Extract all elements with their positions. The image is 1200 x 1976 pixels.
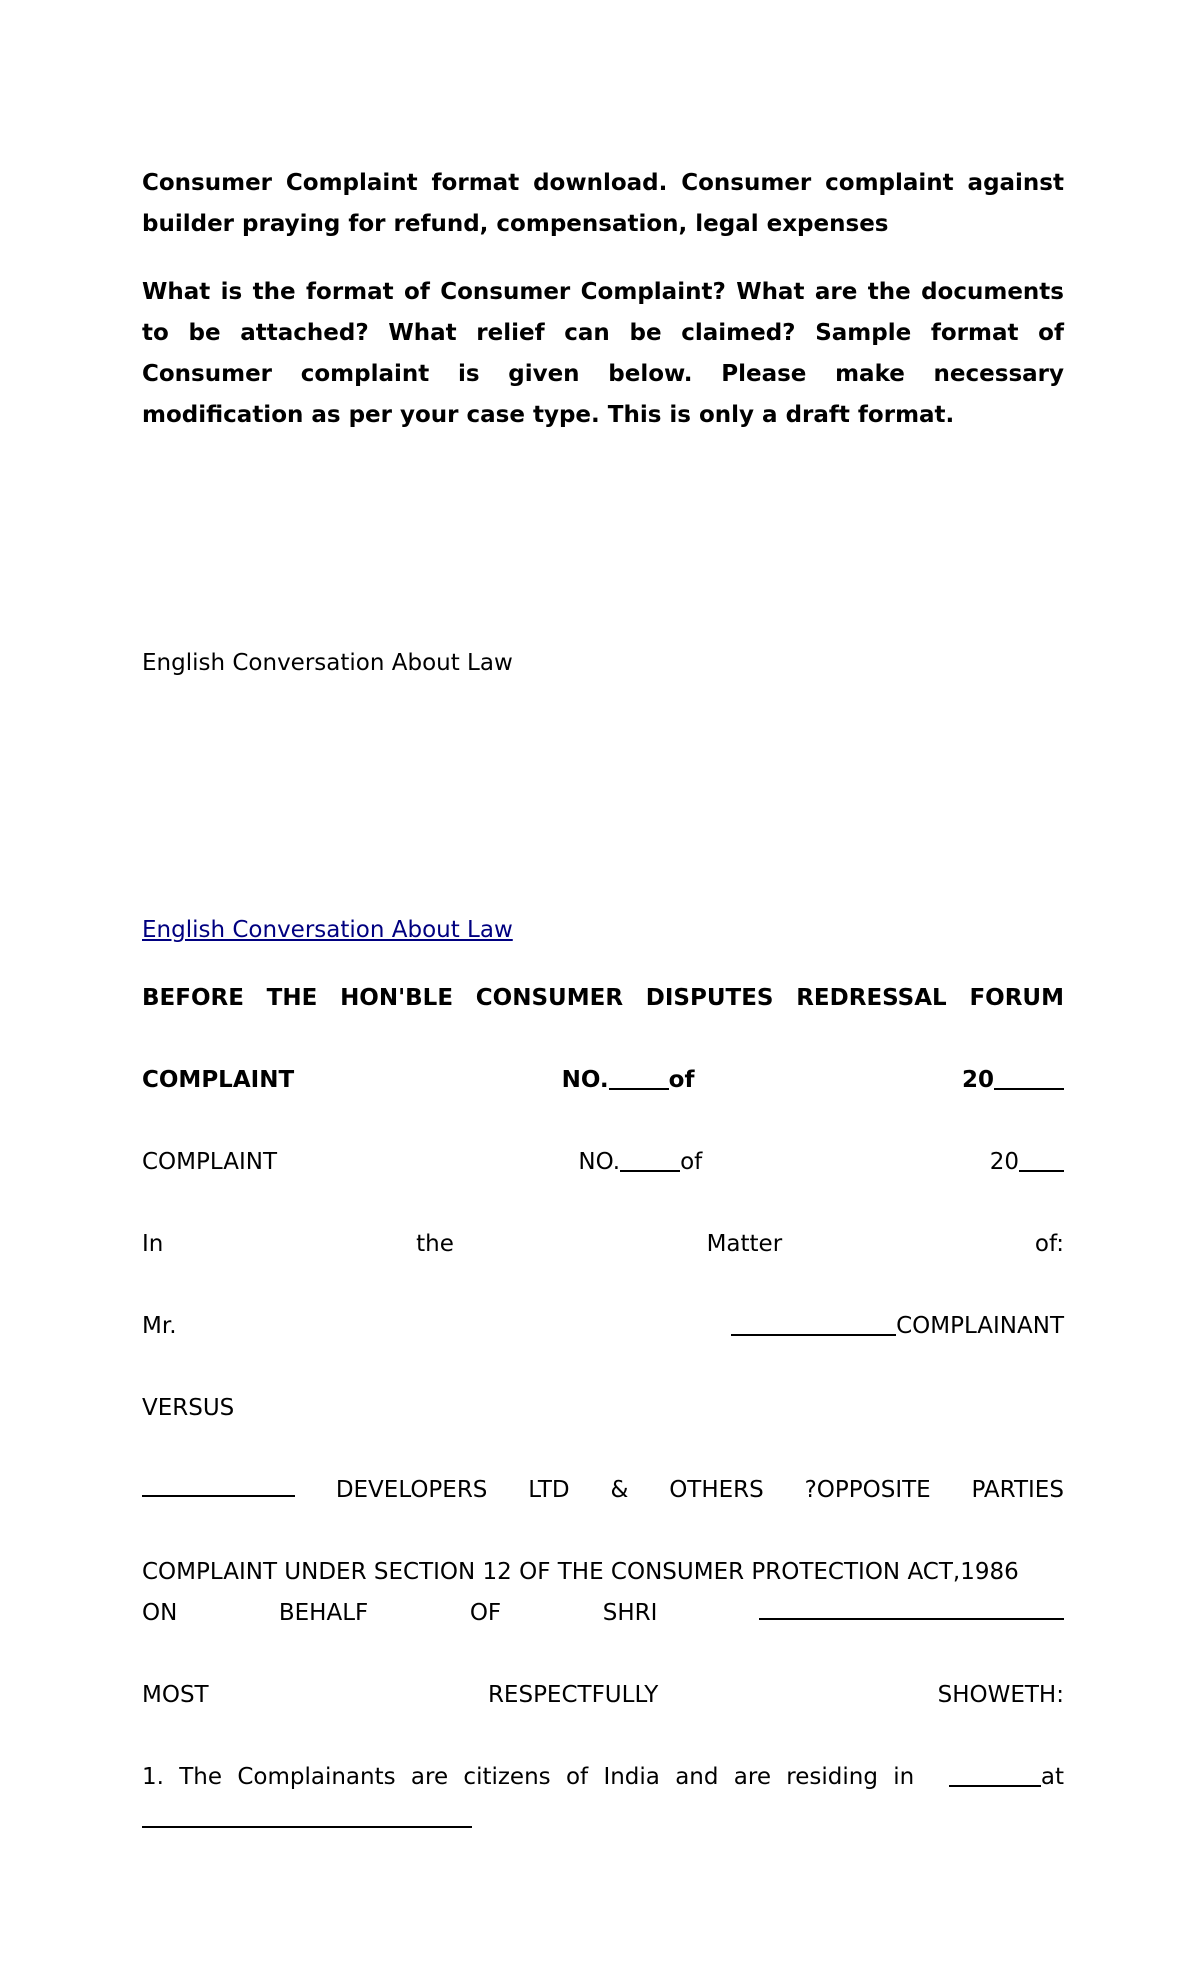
complainant-title: Mr. bbox=[142, 1313, 177, 1339]
complaint-number-heading bbox=[142, 1060, 1064, 1101]
forum-heading bbox=[142, 978, 1064, 1019]
opposite-parties-word: LTD bbox=[528, 1477, 570, 1503]
complaint-label: COMPLAINT bbox=[142, 1149, 277, 1175]
complainant-name-blank bbox=[731, 1314, 896, 1336]
opposite-parties-word: ?OPPOSITE bbox=[804, 1477, 931, 1503]
paragraph-1 bbox=[142, 1757, 1064, 1839]
complainant-line bbox=[142, 1306, 1064, 1347]
showeth-word: MOST bbox=[142, 1682, 209, 1708]
matter-word: of: bbox=[1034, 1231, 1064, 1257]
complaint-year-field: 20 bbox=[990, 1142, 1064, 1183]
opposite-parties-word: DEVELOPERS bbox=[335, 1477, 488, 1503]
section-statement bbox=[142, 1552, 1064, 1634]
opposite-parties-word: OTHERS bbox=[669, 1477, 764, 1503]
forum-heading-word: THE bbox=[266, 985, 318, 1011]
showeth-word: RESPECTFULLY bbox=[487, 1682, 659, 1708]
matter-word: the bbox=[416, 1231, 454, 1257]
section-word: OF bbox=[469, 1600, 502, 1626]
forum-heading-word: BEFORE bbox=[142, 985, 244, 1011]
complaint-number-blank bbox=[620, 1150, 680, 1172]
showeth-line bbox=[142, 1675, 1064, 1716]
forum-heading-word: HON'BLE bbox=[340, 985, 454, 1011]
forum-heading-word: FORUM bbox=[969, 985, 1064, 1011]
opposite-parties-word: & bbox=[610, 1477, 629, 1503]
versus-line: VERSUS bbox=[142, 1395, 235, 1421]
section-word: BEHALF bbox=[278, 1600, 369, 1626]
section-statement-line-1: COMPLAINT UNDER SECTION 12 OF THE CONSUMER PROTECTION ACT,1986 bbox=[142, 1559, 1019, 1585]
section-word: ON bbox=[142, 1600, 178, 1626]
complainant-field: COMPLAINANT bbox=[731, 1306, 1064, 1347]
opposite-parties-word: PARTIES bbox=[971, 1477, 1064, 1503]
english-conversation-link-row bbox=[142, 910, 1064, 951]
complaint-number-blank bbox=[609, 1068, 669, 1090]
forum-heading-word: DISPUTES bbox=[645, 985, 774, 1011]
document-intro-questions: What is the format of Consumer Complaint? What are the documents to be attached? What relief can be claimed? Sample format of Consumer complaint is given below. Please make necessary modification as per your case type. This is only a draft format. bbox=[142, 279, 1064, 428]
english-conversation-link[interactable]: English Conversation About Law bbox=[142, 917, 513, 943]
developer-name-blank bbox=[142, 1475, 295, 1497]
document-intro-title: Consumer Complaint format download. Consumer complaint against builder praying for refund, compensation, legal expenses bbox=[142, 170, 1064, 237]
paragraph-1-text: 1. The Complainants are citizens of India and are residing in bbox=[142, 1764, 915, 1790]
complaint-year-field: 20 bbox=[962, 1060, 1064, 1101]
complaint-number-line bbox=[142, 1142, 1064, 1183]
residence-field: at bbox=[949, 1757, 1064, 1798]
complaint-number-field: NO. of bbox=[578, 1149, 703, 1175]
matter-word: Matter bbox=[706, 1231, 783, 1257]
showeth-word: SHOWETH: bbox=[937, 1682, 1064, 1708]
opposite-parties-line bbox=[142, 1470, 1064, 1511]
residence-city-blank bbox=[949, 1765, 1041, 1787]
complaint-label: COMPLAINT bbox=[142, 1067, 295, 1093]
forum-heading-word: REDRESSAL bbox=[796, 985, 947, 1011]
in-the-matter-line bbox=[142, 1224, 1064, 1265]
forum-heading-word: CONSUMER bbox=[475, 985, 624, 1011]
shri-name-blank bbox=[759, 1598, 1064, 1620]
section-word: SHRI bbox=[602, 1600, 658, 1626]
residence-address-blank bbox=[142, 1806, 472, 1828]
complaint-year-blank bbox=[1019, 1150, 1064, 1172]
complaint-number-field: NO. of bbox=[561, 1067, 695, 1093]
complaint-year-blank bbox=[994, 1068, 1064, 1090]
matter-word: In bbox=[142, 1231, 164, 1257]
english-conversation-text: English Conversation About Law bbox=[142, 650, 513, 676]
